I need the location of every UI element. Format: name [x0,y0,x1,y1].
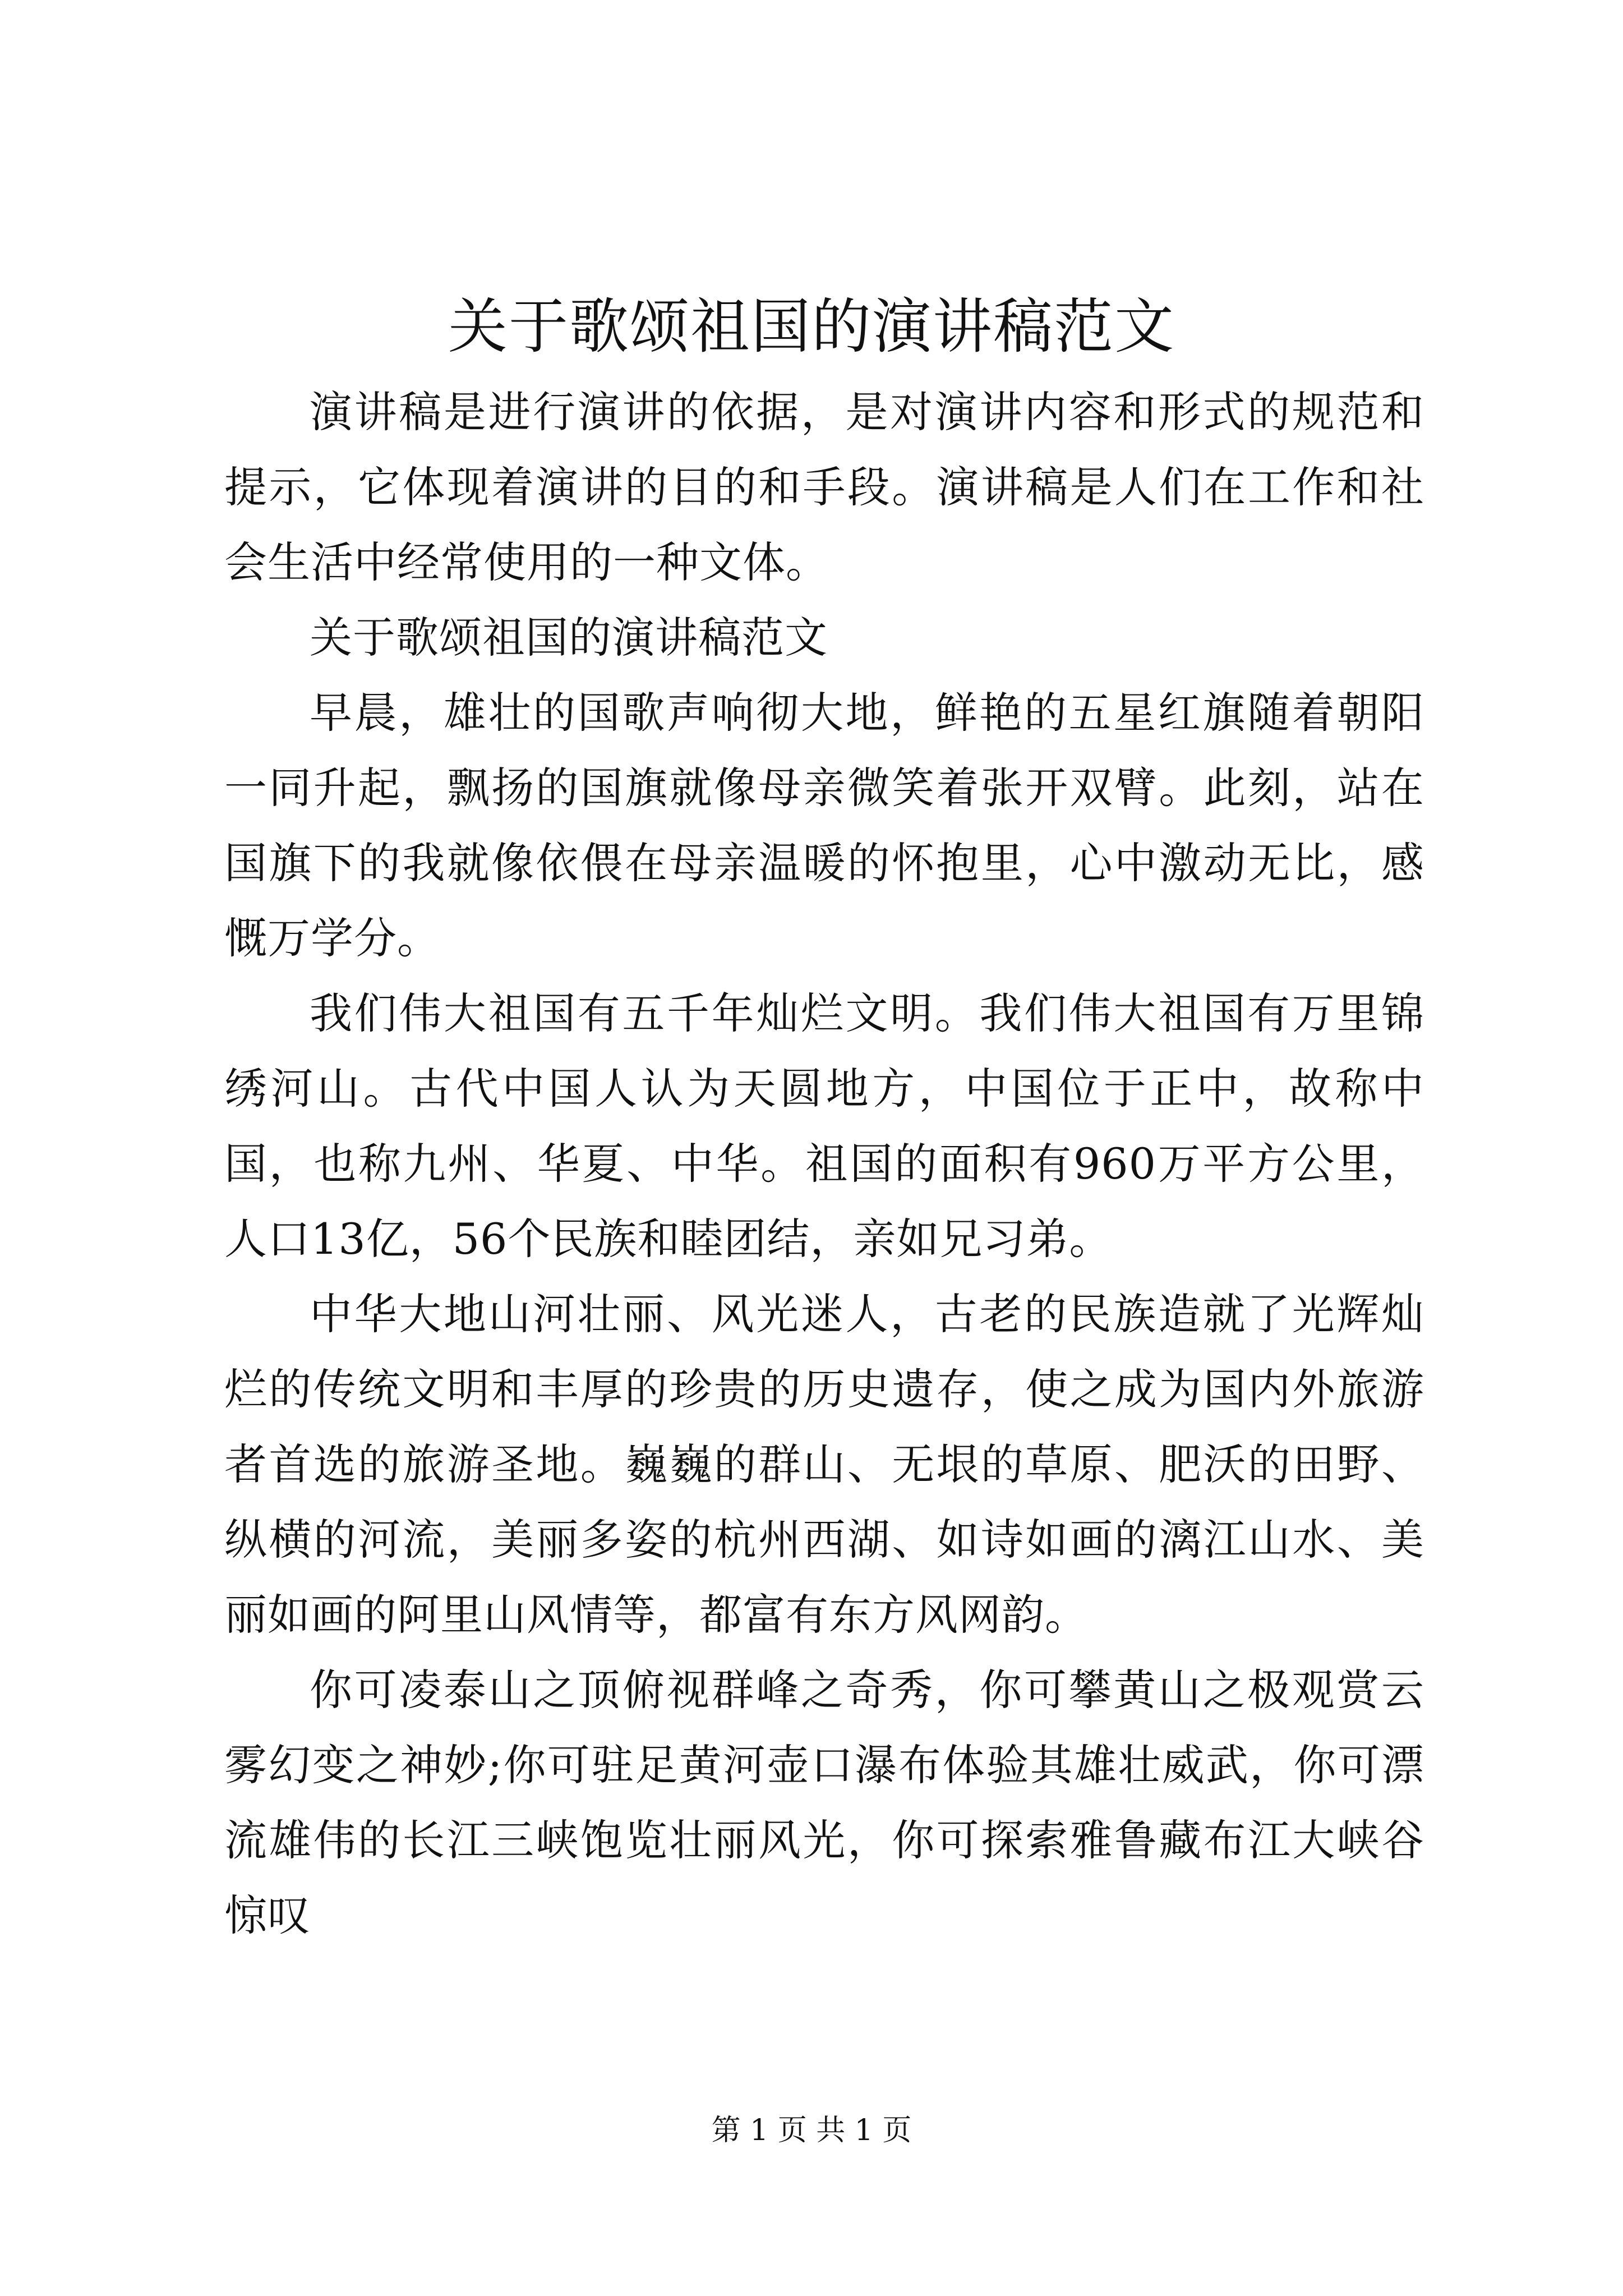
paragraph-civilization: 我们伟大祖国有五千年灿烂文明。我们伟大祖国有万里锦绣河山。古代中国人认为天圆地方，中国位于正中，故称中国，也称九州、华夏、中华。祖国的面积有960万平方公里，人口13亿，56个民族和睦团结，亲如兄习弟。 [224,988,1424,1264]
document-body [224,375,1424,1953]
paragraph-intro: 演讲稿是进行演讲的依据，是对演讲内容和形式的规范和提示，它体现着演讲的目的和手段。演讲稿是人们在工作和社会生活中经常使用的一种文体。 [224,387,1424,587]
paragraph-morning: 早晨，雄壮的国歌声响彻大地，鲜艳的五星红旗随着朝阳一同升起，飘扬的国旗就像母亲微笑着张开双臂。此刻，站在国旗下的我就像依偎在母亲温暖的怀抱里，心中激动无比，感慨万学分。 [224,688,1424,963]
paragraph-scenery: 中华大地山河壮丽、风光迷人，古老的民族造就了光辉灿烂的传统文明和丰厚的珍贵的历史遗存，使之成为国内外旅游者首选的旅游圣地。巍巍的群山、无垠的草原、肥沃的田野、纵横的河流，美丽多姿的杭州西湖、如诗如画的漓江山水、美丽如画的阿里山风情等，都富有东方风网韵。 [224,1289,1424,1640]
paragraph-subtitle: 关于歌颂祖国的演讲稿范文 [310,613,828,662]
document-title: 关于歌颂祖国的演讲稿范文 [448,292,1175,361]
page-number-footer: 第 1 页 共 1 页 [711,2114,912,2147]
paragraph-travel: 你可凌泰山之顶俯视群峰之奇秀，你可攀黄山之极观赏云雾幻变之神妙;你可驻足黄河壶口瀑布体验其雄壮威武，你可漂流雄伟的长江三峡饱览壮丽风光，你可探索雅鲁藏布江大峡谷惊叹 [224,1665,1424,1940]
